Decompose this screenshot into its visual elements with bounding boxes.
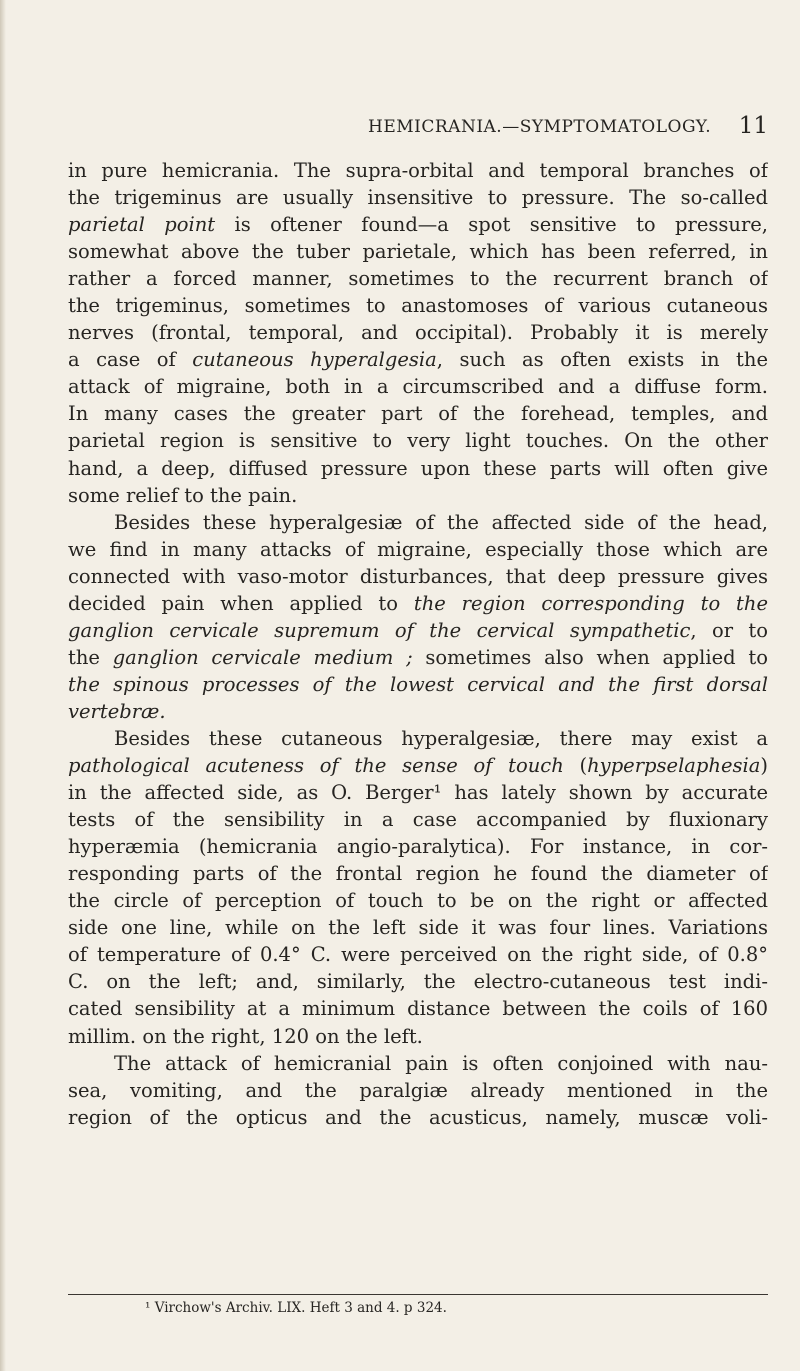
text-line <box>68 373 768 400</box>
text-line <box>68 644 768 671</box>
text-line <box>68 833 768 860</box>
text-run: millim. on the right, 120 on the left. <box>68 1024 423 1048</box>
text-run: ( <box>563 754 588 778</box>
text-run: a case of <box>68 348 193 372</box>
footnote: ¹ Virchow's Archiv. LIX. Heft 3 and 4. p 324. <box>145 1300 447 1316</box>
text-line <box>68 482 768 509</box>
text-run: side one line, while on the left side it was four lines. Variations <box>68 916 768 940</box>
italic-text: pathological acuteness of the sense of touch <box>68 754 564 778</box>
text-line <box>68 455 768 482</box>
text-run: the <box>68 645 113 669</box>
text-run: Besides these hyperalgesiæ of the affected side of the head, <box>114 510 768 534</box>
text-line <box>68 860 768 887</box>
text-run: we find in many attacks of migraine, especially those which are <box>68 537 768 561</box>
text-line <box>68 887 768 914</box>
text-line <box>68 779 768 806</box>
text-run: is oftener found—a spot sensitive to pressure, <box>215 213 768 237</box>
text-run: C. on the left; and, similarly, the electro-cutaneous test indi- <box>68 970 768 994</box>
text-line <box>68 617 768 644</box>
text-run: the trigeminus are usually insensitive to pressure. The so-called <box>68 186 768 210</box>
text-run: of temperature of 0.4° C. were perceived on the right side, of 0.8° <box>68 943 768 967</box>
page-edge-shadow <box>0 0 6 1371</box>
text-run: Besides these cutaneous hyperalgesiæ, there may exist a <box>114 726 768 750</box>
text-run: decided pain when applied to <box>68 591 414 615</box>
text-line <box>68 1050 768 1077</box>
text-line <box>68 400 768 427</box>
text-run: The attack of hemicranial pain is often conjoined with nau- <box>114 1051 768 1075</box>
text-line <box>68 671 768 698</box>
text-line <box>68 319 768 346</box>
text-line <box>68 157 768 184</box>
text-line <box>68 725 768 752</box>
text-run: ) <box>760 754 768 778</box>
text-line <box>68 427 768 454</box>
text-run: cated sensibility at a minimum distance between the coils of 160 <box>68 997 768 1021</box>
text-run: in the affected side, as O. Berger¹ has lately shown by accurate <box>68 781 768 805</box>
text-run: sometimes also when applied to <box>412 645 768 669</box>
text-run: hand, a deep, diffused pressure upon these parts will often give <box>68 456 768 480</box>
italic-text: ganglion cervicale medium ; <box>112 645 413 669</box>
text-line <box>68 1023 768 1050</box>
italic-text: the spinous processes of the lowest cervical and the first dorsal <box>68 672 768 696</box>
text-line <box>68 211 768 238</box>
text-run: responding parts of the frontal region he found the diameter of <box>68 862 768 886</box>
text-line <box>68 1104 768 1131</box>
text-run: the trigeminus, sometimes to anastomoses of various cutaneous <box>68 294 768 318</box>
text-run: parietal region is sensitive to very light touches. On the other <box>68 429 768 453</box>
text-line <box>68 914 768 941</box>
text-run: tests of the sensibility in a case accompanied by fluxionary <box>68 808 768 832</box>
italic-text: vertebræ. <box>68 699 166 723</box>
text-line <box>68 292 768 319</box>
body-text <box>68 157 768 1131</box>
text-run: connected with vaso-motor disturbances, that deep pressure gives <box>68 564 768 588</box>
italic-text: hyperpselaphesia <box>587 754 761 778</box>
text-line <box>68 806 768 833</box>
text-run: some relief to the pain. <box>68 483 298 507</box>
text-run: hyperæmia (hemicrania angio-paralytica). For instance, in cor- <box>68 835 768 859</box>
text-run: sea, vomiting, and the paralgiæ already mentioned in the <box>68 1078 768 1102</box>
text-line <box>68 590 768 617</box>
running-head-title: HEMICRANIA.—SYMPTOMATOLOGY. <box>368 117 712 137</box>
text-run: In many cases the greater part of the forehead, temples, and <box>68 402 768 426</box>
italic-text: cutaneous hyperalgesia <box>192 348 437 372</box>
text-run: , or to <box>690 618 768 642</box>
page-number: 11 <box>738 113 768 139</box>
text-line <box>68 238 768 265</box>
text-line <box>68 1077 768 1104</box>
text-run: region of the opticus and the acusticus, namely, muscæ voli- <box>68 1105 768 1129</box>
text-line <box>68 563 768 590</box>
text-run: somewhat above the tuber parietale, which has been referred, in <box>68 240 768 264</box>
italic-text: parietal point <box>68 213 216 237</box>
text-line <box>68 968 768 995</box>
text-line <box>68 265 768 292</box>
text-run: attack of migraine, both in a circumscribed and a diffuse form. <box>68 375 768 399</box>
text-run: in pure hemicrania. The supra-orbital and temporal branches of <box>68 159 768 182</box>
italic-text: ganglion cervicale supremum of the cervical sympathetic <box>68 618 691 642</box>
text-run: the circle of perception of touch to be on the right or affected <box>68 889 768 913</box>
text-line <box>68 995 768 1022</box>
text-run: , such as often exists in the <box>436 348 768 372</box>
footnote-rule <box>68 1294 768 1295</box>
text-line <box>68 752 768 779</box>
text-line <box>68 346 768 373</box>
text-line <box>68 941 768 968</box>
text-line <box>68 184 768 211</box>
text-line <box>68 698 768 725</box>
running-head <box>68 113 768 145</box>
text-line <box>68 536 768 563</box>
text-run: nerves (frontal, temporal, and occipital). Probably it is merely <box>68 321 768 345</box>
text-run: rather a forced manner, sometimes to the recurrent branch of <box>68 267 768 291</box>
text-line <box>68 509 768 536</box>
italic-text: the region corresponding to the <box>413 591 768 615</box>
